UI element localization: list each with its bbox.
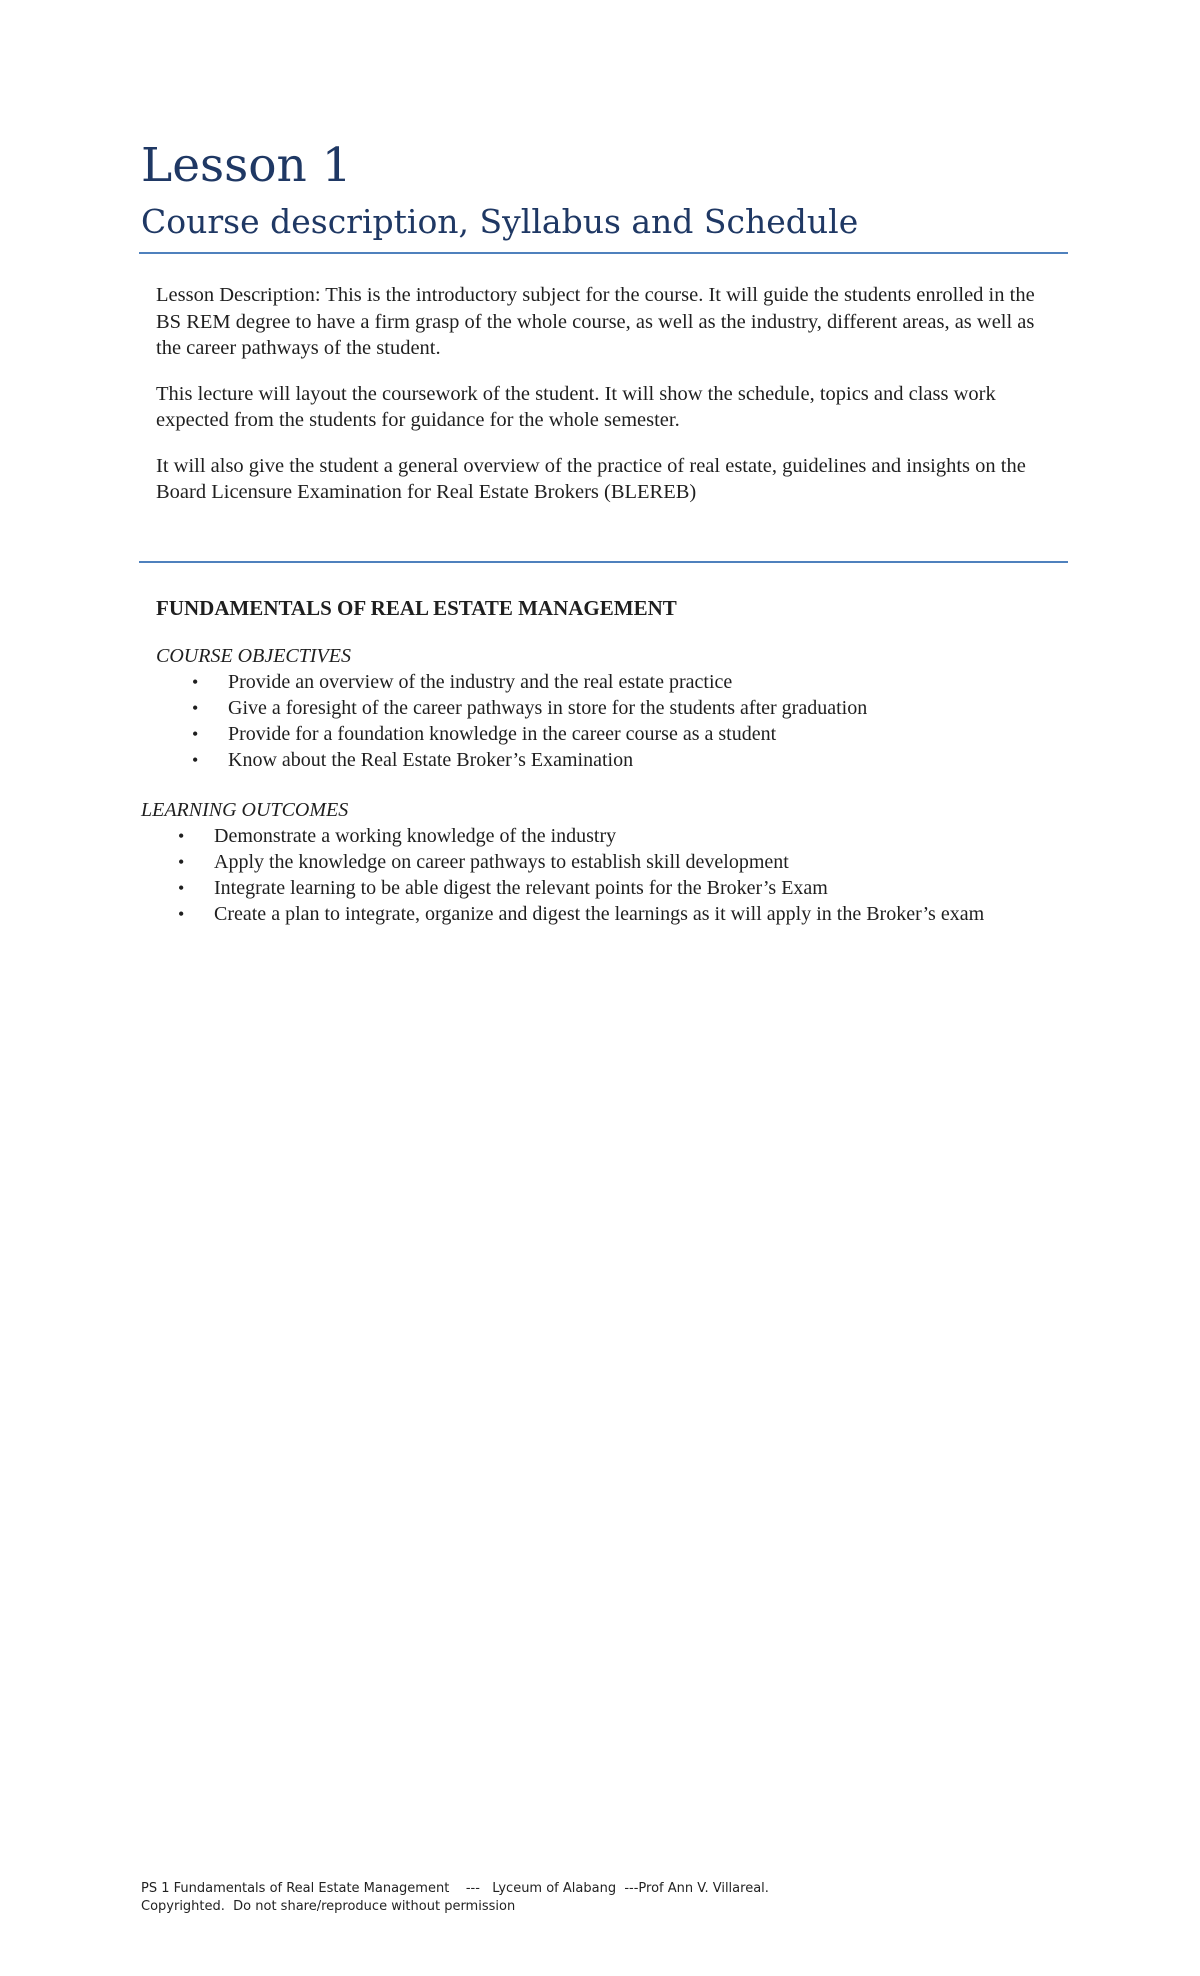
list-item <box>192 721 1042 747</box>
bullet-icon: • <box>178 826 185 846</box>
bullet-icon: • <box>192 698 199 718</box>
bullet-icon: • <box>192 672 199 692</box>
lesson-title: Lesson 1 <box>141 138 352 193</box>
course-name-heading: FUNDAMENTALS OF REAL ESTATE MANAGEMENT <box>156 596 677 620</box>
list-item <box>178 901 1058 927</box>
outcome-text: Integrate learning to be able digest the relevant points for the Broker’s Exam <box>214 877 828 899</box>
list-item <box>192 695 1042 721</box>
section-divider <box>139 561 1068 563</box>
lesson-description <box>156 282 1056 525</box>
list-item <box>192 747 1042 773</box>
page-footer <box>141 1880 769 1916</box>
footer-copyright-line: Copyrighted. Do not share/reproduce without permission <box>141 1899 516 1914</box>
bullet-icon: • <box>192 724 199 744</box>
footer-course-line: PS 1 Fundamentals of Real Estate Management --- Lyceum of Alabang ---Prof Ann V. Villareal. <box>141 1881 769 1896</box>
bullet-icon: • <box>178 852 185 872</box>
learning-outcomes-heading: LEARNING OUTCOMES <box>141 799 349 821</box>
bullet-icon: • <box>192 750 199 770</box>
list-item <box>178 875 1058 901</box>
objective-text: Provide an overview of the industry and the real estate practice <box>228 671 733 693</box>
description-paragraph: It will also give the student a general overview of the practice of real estate, guidelines and insights on the Board Licensure Examination for Real Estate Brokers (BLEREB) <box>156 454 1026 503</box>
course-objectives-list <box>192 669 1042 773</box>
course-objectives-heading: COURSE OBJECTIVES <box>156 645 351 667</box>
list-item <box>192 669 1042 695</box>
lesson-subtitle: Course description, Syllabus and Schedule <box>141 202 859 241</box>
description-paragraph: This lecture will layout the coursework of the student. It will show the schedule, topics and class work expected from the students for guidance for the whole semester. <box>156 382 996 431</box>
learning-outcomes-list <box>178 823 1058 927</box>
title-divider <box>139 252 1068 254</box>
outcome-text: Apply the knowledge on career pathways to establish skill development <box>214 851 789 873</box>
description-paragraph: Lesson Description: This is the introductory subject for the course. It will guide the students enrolled in the BS REM degree to have a firm grasp of the whole course, as well as the industry, different areas, as well as the career pathways of the student. <box>156 284 1035 359</box>
outcome-text: Create a plan to integrate, organize and digest the learnings as it will apply in the Broker’s exam <box>214 903 985 925</box>
objective-text: Give a foresight of the career pathways in store for the students after graduation <box>228 697 868 719</box>
list-item <box>178 823 1058 849</box>
bullet-icon: • <box>178 878 185 898</box>
objective-text: Provide for a foundation knowledge in the career course as a student <box>228 723 777 745</box>
list-item <box>178 849 1058 875</box>
outcome-text: Demonstrate a working knowledge of the industry <box>214 825 617 847</box>
objective-text: Know about the Real Estate Broker’s Examination <box>228 749 634 771</box>
bullet-icon: • <box>178 904 185 924</box>
